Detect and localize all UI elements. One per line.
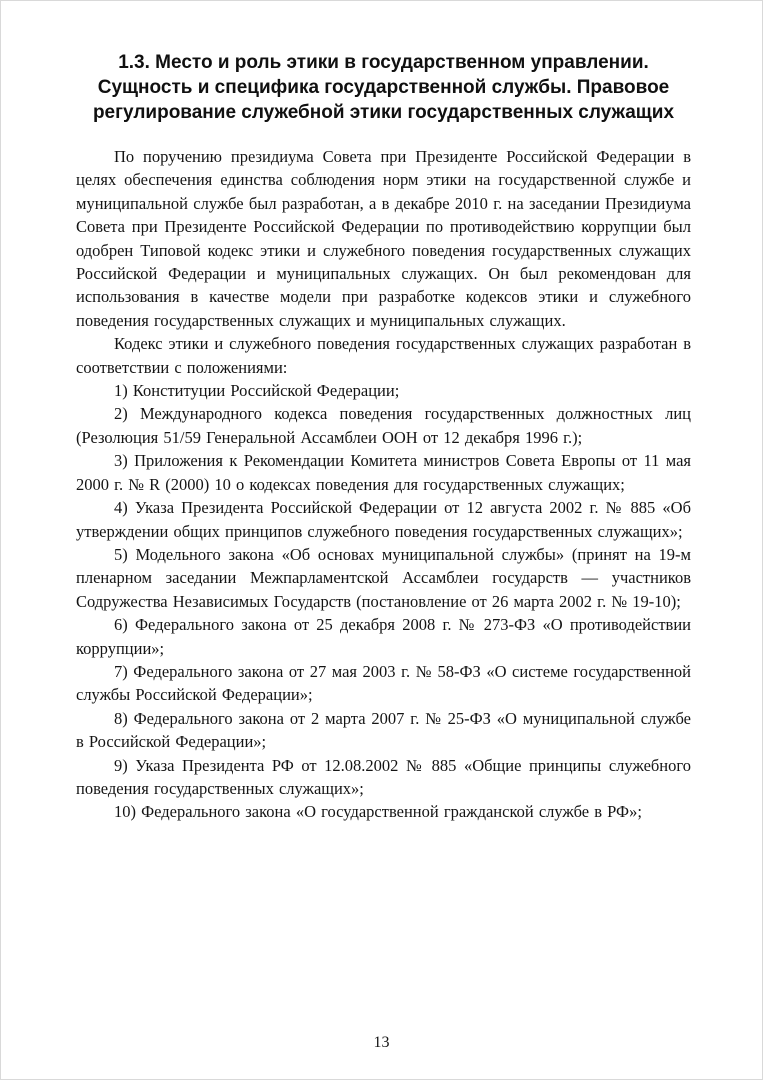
paragraph: По поручению президиума Совета при Президенте Российской Федерации в целях обеспечения единства соблюдения норм этики на государственной службе и муниципальной службе был разработан, а в декабре 2010 г. на заседании Президиума Совета при Президенте Российской Федерации по противодействию коррупции был одобрен Типовой кодекс этики и служебного поведения государственных служащих Российской Федерации и муниципальных служащих. Он был рекомендован для использования в качестве модели при разработке кодексов этики и служебного поведения государственных служащих и муниципальных служащих. <box>76 147 691 330</box>
page-number: 13 <box>373 1034 390 1051</box>
body-text <box>76 145 691 824</box>
list-item: 5) Модельного закона «Об основах муниципальной службы» (принят на 19-м пленарном заседании Межпарламентской Ассамблеи государств — участников Содружества Независимых Государств (постановление от 26 марта 2002 г. № 19-10); <box>76 544 691 611</box>
list-item: 3) Приложения к Рекомендации Комитета министров Совета Европы от 11 мая 2000 г. № R (2000) 10 о кодексах поведения для государственных служащих; <box>76 451 691 494</box>
list-item: 7) Федерального закона от 27 мая 2003 г. № 58-ФЗ «О системе государственной службы Российской Федерации»; <box>76 661 691 705</box>
list-item: 9) Указа Президента РФ от 12.08.2002 № 885 «Общие принципы служебного поведения государственных служащих»; <box>76 755 691 798</box>
section-heading: 1.3. Место и роль этики в государственном управлении. Сущность и специфика государственной службы. Правовое регулирование служебной этики государственных служащих <box>92 52 675 123</box>
list-item: 4) Указа Президента Российской Федерации от 12 августа 2002 г. № 885 «Об утверждении общих принципов служебного поведения государственных служащих»; <box>76 498 691 541</box>
list-item: 8) Федерального закона от 2 марта 2007 г. № 25-ФЗ «О муниципальной службе в Российской Федерации»; <box>76 708 691 752</box>
list-item: 1) Конституции Российской Федерации; <box>114 381 400 401</box>
list-item: 6) Федерального закона от 25 декабря 2008 г. № 273-ФЗ «О противодействии коррупции»; <box>76 615 691 658</box>
paragraph: Кодекс этики и служебного поведения государственных служащих разработан в соответствии с положениями: <box>76 334 691 377</box>
list-item: 2) Международного кодекса поведения государственных должностных лиц (Резолюция 51/59 Генеральной Ассамблеи ООН от 12 декабря 1996 г.); <box>76 404 691 447</box>
list-item: 10) Федерального закона «О государственной гражданской службе в РФ»; <box>114 802 642 822</box>
